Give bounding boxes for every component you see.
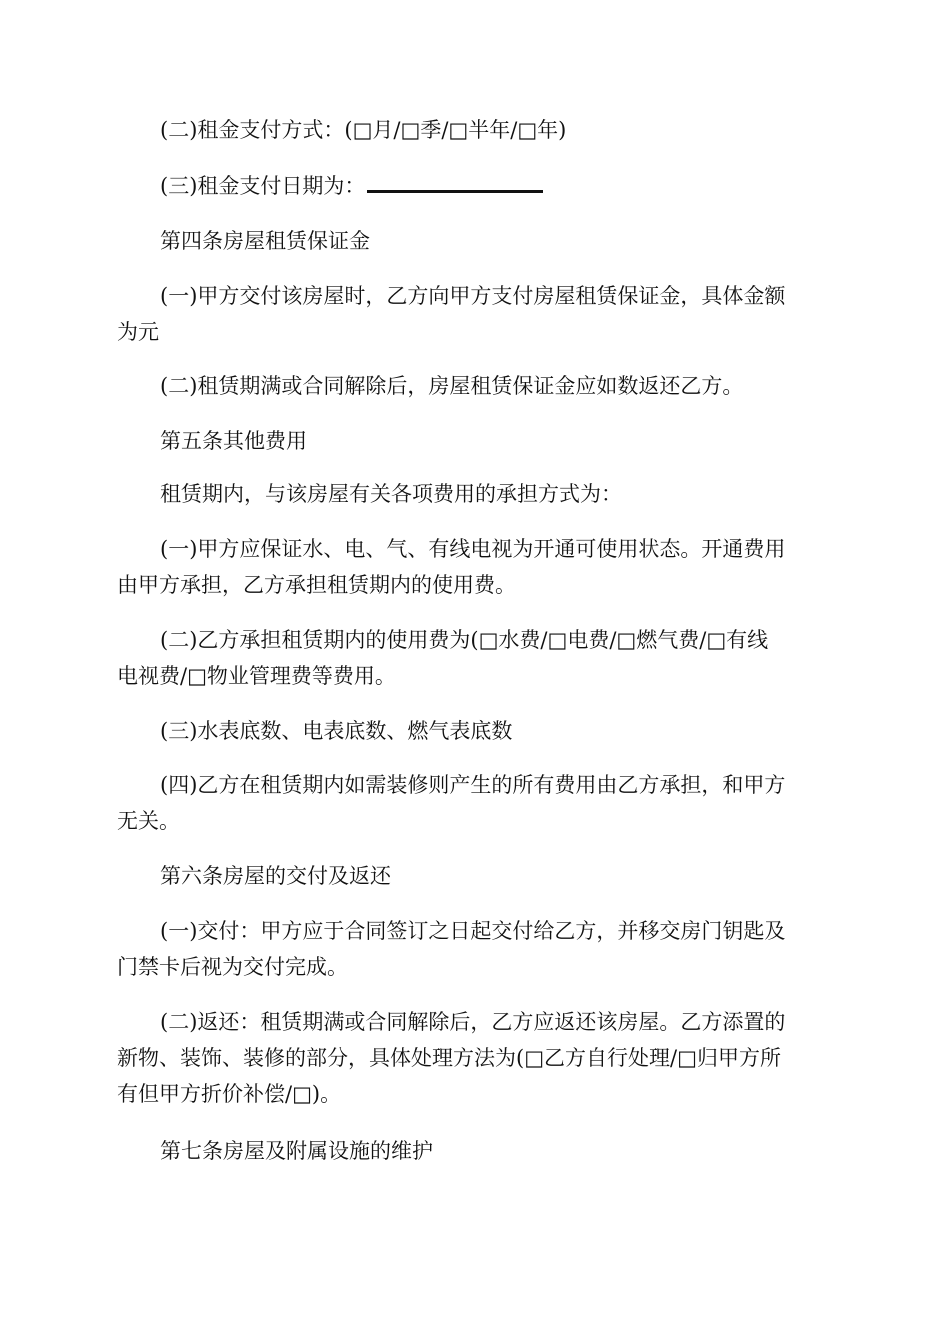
clause-meter-readings: (三)水表底数、电表底数、燃气表底数 — [160, 719, 513, 743]
clause-rent-payment-date — [160, 173, 837, 199]
clause-deposit-amount-line1: (一)甲方交付该房屋时，乙方向甲方支付房屋租赁保证金，具体金额 — [160, 284, 786, 308]
article-6-heading: 第六条房屋的交付及返还 — [160, 864, 391, 888]
clause-renovation-line1: (四)乙方在租赁期内如需装修则产生的所有费用由乙方承担，和甲方 — [160, 773, 786, 797]
clause-usage-fees-line2: 电视费/□物业管理费等费用。 — [117, 664, 396, 688]
clause-rent-payment-date-text: (三)租金支付日期为： — [160, 174, 366, 198]
clause-utilities-line1: (一)甲方应保证水、电、气、有线电视为开通可使用状态。开通费用 — [160, 537, 786, 561]
clause-deposit-amount-line2: 为元 — [117, 320, 159, 344]
clause-return-line2: 新物、装饰、装修的部分，具体处理方法为(□乙方自行处理/□归甲方所 — [117, 1046, 781, 1070]
clause-deposit-return: (二)租赁期满或合同解除后，房屋租赁保证金应如数返还乙方。 — [160, 374, 744, 398]
clause-return-line1: (二)返还：租赁期满或合同解除后，乙方应返还该房屋。乙方添置的 — [160, 1010, 786, 1034]
clause-renovation-line2: 无关。 — [117, 809, 180, 833]
clause-rent-payment-method: (二)租金支付方式：(□月/□季/□半年/□年) — [160, 118, 567, 142]
clause-return-line3: 有但甲方折价补偿/□)。 — [117, 1082, 342, 1106]
clause-usage-fees-line1: (二)乙方承担租赁期内的使用费为(□水费/□电费/□燃气费/□有线 — [160, 628, 769, 652]
article-4-heading: 第四条房屋租赁保证金 — [160, 229, 370, 253]
fill-in-blank — [367, 176, 543, 193]
clause-delivery-line1: (一)交付：甲方应于合同签订之日起交付给乙方，并移交房门钥匙及 — [160, 919, 786, 943]
clause-fees-intro: 租赁期内，与该房屋有关各项费用的承担方式为： — [160, 482, 622, 506]
article-5-heading: 第五条其他费用 — [160, 429, 307, 453]
clause-delivery-line2: 门禁卡后视为交付完成。 — [117, 955, 348, 979]
clause-utilities-line2: 由甲方承担，乙方承担租赁期内的使用费。 — [117, 573, 516, 597]
article-7-heading: 第七条房屋及附属设施的维护 — [160, 1139, 433, 1163]
